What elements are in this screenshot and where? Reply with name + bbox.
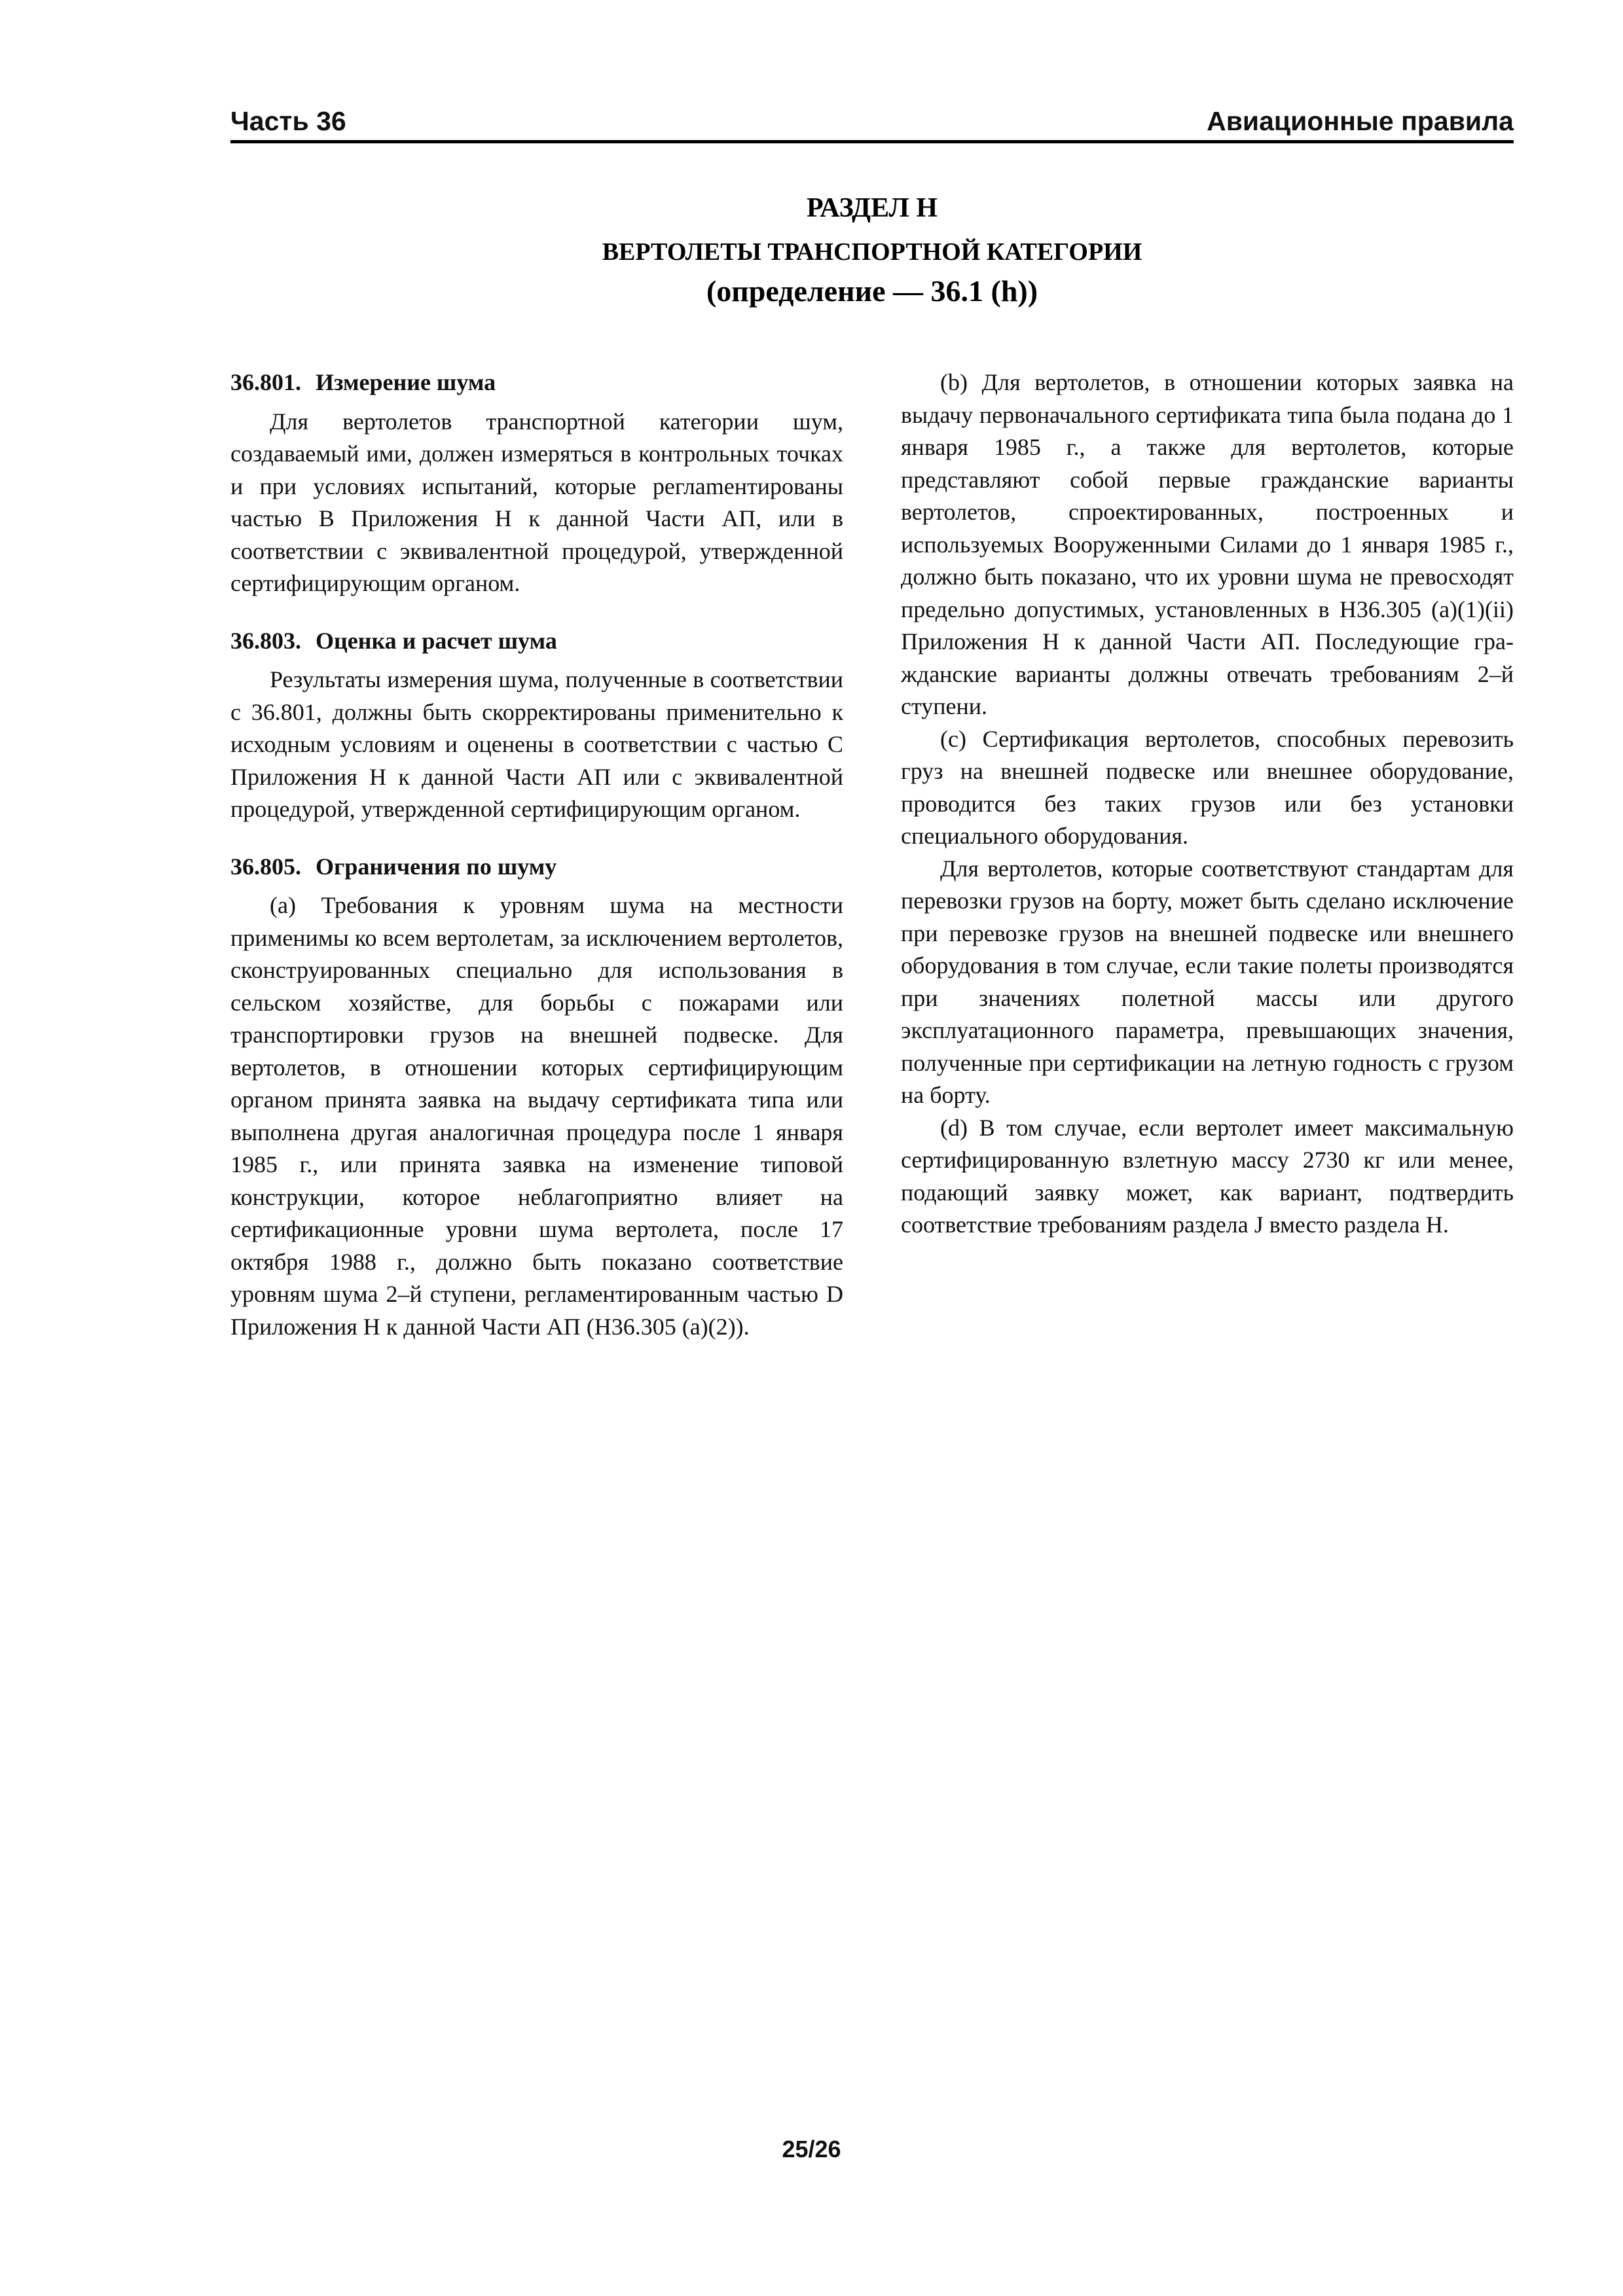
section-label: РАЗДЕЛ Н: [807, 193, 938, 223]
paragraph-36-805-c: (с) Сертификация вертолетов, способных перевозить груз на внешней подвеске или внешнее оборудование, проводится без таких грузов или без установки специального оборудования.: [901, 725, 1514, 849]
header-part-label: Часть 36: [230, 106, 346, 136]
header-book-title: Авиационные правила: [1207, 106, 1514, 136]
paragraph-36-805-a: (а) Требования к уровням шума на местности применимы ко всем вертолетам, за исключением вертолетов, сконструированных специально для использования в сельском хозяйстве, для борьбы с пожарами или транспортировки грузов на внешней подвеске. Для вертолетов, в отношении которых сертифицирующим органом принята заявка на выдачу сертификата типа или выполнена другая аналогичная процедура после 1 января 1985 г., или принята заявка на изменение типовой конструкции, которое неблагоприятно влияет на сертификационные уровни шума вертолета, после 17 октября 1988 г., должно быть показано соответствие уровням шума 2–й ступени, регламентированным частью D Приложения Н к данной Части АП (Н36.305 (а)(2)).: [230, 892, 843, 1340]
section-definition: (определение — 36.1 (h)): [706, 274, 1038, 308]
paragraph-36-805-c-cont: Для вертолетов, которые соответствуют стандартам для перевозки грузов на борту, может быть сделано исключение при перевозке грузов на внешней подвеске или внешнего оборудования в том случае, если такие полеты производятся при значениях полетной массы или другого эксплуатационного параметра, превышающих значения, полученные при сертификации на летную годность с грузом на борту.: [901, 855, 1514, 1108]
section-title-block: [230, 190, 1514, 310]
paragraph-36-801: Для вертолетов транспортной категории шум, создаваемый ими, должен измеряться в контрольных точках и при условиях испытаний, которые реглаmентированы частью В Приложения Н к данной Части АП, или в соответствии с эквивалентной процедурой, утвержденной сертифицирующим органом.: [230, 408, 843, 596]
paragraph-36-803: Результаты измерения шума, полученные в соответствии с 36.801, должны быть скорректированы применительно к исходным условиям и оценены в соответствии с частью С Приложения Н к данной Части АП или с эквивалентной процедурой, утвержденной сертифицирующим органом.: [230, 666, 843, 822]
heading-title: Ограничения по шуму: [316, 853, 557, 880]
heading-number: 36.801.: [230, 369, 301, 395]
paragraph-36-805-d: (d) В том случае, если вертолет имеет максимальную сертифицированную взлетную массу 2730 кг или менее, подающий заявку может, как вариант, подтвердить соответствие требованиям раздела J вместо раздела Н.: [901, 1114, 1514, 1238]
heading-number: 36.805.: [230, 853, 301, 880]
page-number: 25/26: [782, 2136, 841, 2162]
heading-title: Оценка и расчет шума: [316, 627, 557, 654]
heading-number: 36.803.: [230, 627, 301, 654]
header-rule: [230, 140, 1514, 143]
heading-36-803: [230, 625, 843, 658]
right-column: [901, 367, 1514, 1242]
running-header: [230, 106, 1514, 140]
paragraph-36-805-b: (b) Для вертолетов, в отношении которых заявка на выдачу первоначального сертификата типа была подана до 1 января 1985 г., а также для вертолетов, которые представляют собой первые гражданские варианты вертолетов, спроектированных, построенных и используемых Вооруженными Силами до 1 января 1985 г., должно быть показано, что их уровни шума не превосходят предельно допустимых, установленных в Н36.305 (а)(1)(ii) Приложения Н к данной Части АП. Последующие гражданские варианты должны отвечать требованиям 2–й ступени.: [901, 369, 1514, 719]
left-column: [230, 367, 843, 1343]
heading-title: Измерение шума: [316, 369, 496, 395]
heading-36-801: [230, 367, 843, 399]
section-title: ВЕРТОЛЕТЫ ТРАНСПОРТНОЙ КАТЕГОРИИ: [602, 238, 1142, 266]
heading-36-805: [230, 851, 843, 884]
